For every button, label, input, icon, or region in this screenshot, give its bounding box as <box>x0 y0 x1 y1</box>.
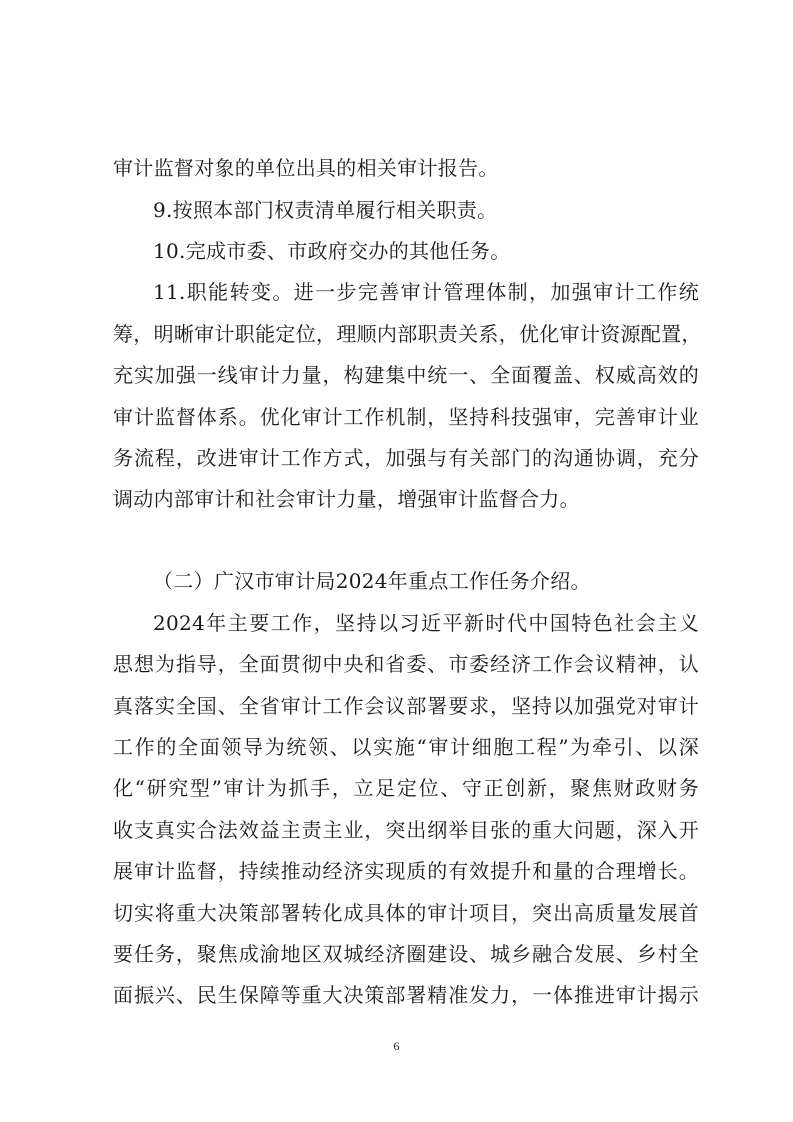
paragraph-line-4: 工作的全面领导为统领、以实施“审计细胞工程”为牵引、以深 <box>113 735 699 759</box>
paragraph-line-2: 思想为指导，全面贯彻中央和省委、市委经济工作会议精神，认 <box>113 652 699 676</box>
paragraph-line-5: 化“研究型”审计为抓手，立足定位、守正创新，聚焦财政财务 <box>113 776 699 800</box>
paragraph-line-9: 要任务，聚焦成渝地区双城经济圈建设、城乡融合发展、乡村全 <box>113 942 699 966</box>
paragraph-line-7: 展审计监督，持续推动经济实现质的有效提升和量的合理增长。 <box>113 859 699 883</box>
text-line-8: 务流程，改进审计工作方式，加强与有关部门的沟通协调，充分 <box>113 446 699 470</box>
list-item-9: 9.按照本部门权责清单履行相关职责。 <box>153 198 498 222</box>
text-line-1: 审计监督对象的单位出具的相关审计报告。 <box>113 156 499 180</box>
text-line-9: 调动内部审计和社会审计力量，增强审计监督合力。 <box>113 487 580 511</box>
paragraph-line-3: 真落实全国、全省审计工作会议部署要求，坚持以加强党对审计 <box>113 694 699 718</box>
text-line-6: 充实加强一线审计力量，构建集中统一、全面覆盖、权威高效的 <box>113 363 699 387</box>
list-item-11: 11.职能转变。进一步完善审计管理体制，加强审计工作统 <box>153 280 699 304</box>
page-number: 6 <box>393 1039 400 1053</box>
text-line-7: 审计监督体系。优化审计工作机制，坚持科技强审，完善审计业 <box>113 405 699 429</box>
section-heading: （二）广汉市审计局2024年重点工作任务介绍。 <box>153 569 591 593</box>
paragraph-line-6: 收支真实合法效益主责主业，突出纲举目张的重大问题，深入开 <box>113 818 699 842</box>
text-line-5: 筹，明晰审计职能定位，理顺内部职责关系，优化审计资源配置， <box>113 322 702 346</box>
paragraph-line-8: 切实将重大决策部署转化成具体的审计项目，突出高质量发展首 <box>113 901 699 925</box>
list-item-10: 10.完成市委、市政府交办的其他任务。 <box>153 239 511 263</box>
paragraph-line-10: 面振兴、民生保障等重大决策部署精准发力，一体推进审计揭示 <box>113 983 699 1007</box>
paragraph-line-1: 2024年主要工作，坚持以习近平新时代中国特色社会主义 <box>153 611 699 635</box>
